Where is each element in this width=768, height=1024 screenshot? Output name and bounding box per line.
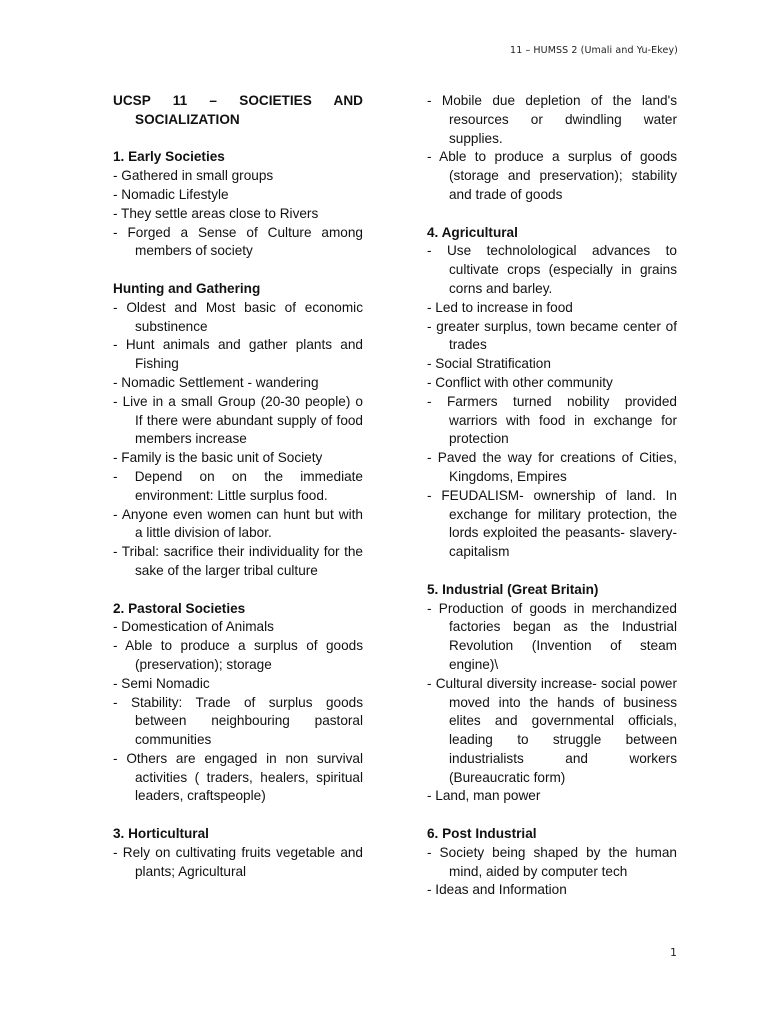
section	[113, 280, 363, 581]
list-item: - Mobile due depletion of the land's resources or dwindling water supplies.	[427, 93, 677, 146]
list-item: - Semi Nomadic	[113, 675, 210, 691]
list-item: - They settle areas close to Rivers	[113, 205, 319, 221]
section	[427, 92, 677, 205]
section-heading: 2. Pastoral Societies	[113, 600, 246, 616]
right-column	[427, 92, 677, 919]
list-item: - Nomadic Lifestyle	[113, 186, 229, 202]
left-column	[113, 92, 363, 900]
section	[427, 581, 677, 807]
document-title-continued: SOCIALIZATION	[135, 111, 240, 127]
list-item: - Family is the basic unit of Society	[113, 450, 323, 466]
bullet-list	[113, 618, 363, 806]
list-item: - Hunt animals and gather plants and Fishing	[113, 337, 363, 372]
list-item: - Rely on cultivating fruits vegetable and plants; Agricultural	[113, 844, 363, 879]
list-item: - Use technolological advances to cultivate crops (especially in grains corns and barley.	[427, 243, 677, 296]
list-item: - Paved the way for creations of Cities, Kingdoms, Empires	[427, 450, 677, 484]
section	[113, 600, 363, 807]
list-item: - Tribal: sacrifice their individuality for the sake of the larger tribal culture	[113, 544, 363, 578]
list-item: - Depend on on the immediate environment: Little surplus food.	[113, 468, 363, 503]
page-header: 11 – HUMSS 2 (Umali and Yu-Ekey)	[510, 45, 678, 56]
bullet-list	[113, 167, 363, 261]
section-heading: 6. Post Industrial	[427, 826, 537, 842]
list-item: - FEUDALISM- ownership of land. In exchange for military protection, the lords exploited the peasants- slavery-capitalism	[427, 487, 677, 560]
list-item: - Nomadic Settlement - wandering	[113, 374, 319, 390]
right-sections	[427, 92, 677, 900]
list-item: - Farmers turned nobility provided warriors with food in exchange for protection	[427, 393, 677, 447]
bullet-list	[427, 242, 677, 562]
section-heading: Hunting and Gathering	[113, 280, 261, 296]
list-item: - Ideas and Information	[427, 882, 567, 898]
list-item: - greater surplus, town became center of trades	[427, 318, 677, 353]
bullet-list	[427, 844, 677, 900]
left-sections	[113, 148, 363, 881]
bullet-list	[113, 844, 363, 882]
section	[427, 825, 677, 900]
list-item: - Conflict with other community	[427, 374, 613, 390]
list-item: - Social Stratification	[427, 356, 551, 372]
list-item: - Stability: Trade of surplus goods between neighbouring pastoral communities	[113, 694, 363, 748]
section	[113, 148, 363, 261]
section-heading: 3. Horticultural	[113, 826, 209, 842]
list-item: - Anyone even women can hunt but with a little division of labor.	[113, 506, 363, 541]
list-item: - Land, man power	[427, 788, 541, 804]
list-item: - Able to produce a surplus of goods (preservation); storage	[113, 638, 363, 672]
section-heading: 4. Agricultural	[427, 224, 518, 240]
page-number: 1	[670, 946, 677, 959]
section-heading: 5. Industrial (Great Britain)	[427, 581, 599, 597]
document-title: UCSP 11 – SOCIETIES AND	[113, 93, 363, 108]
list-item: - Domestication of Animals	[113, 619, 274, 635]
list-item: - Live in a small Group (20-30 people) o If there were abundant supply of food members increase	[113, 393, 363, 447]
list-item: - Others are engaged in non survival activities ( traders, healers, spiritual leaders, craftspeople)	[113, 750, 363, 804]
list-item: - Production of goods in merchandized factories began as the Industrial Revolution (Invention of steam engine)\	[427, 600, 677, 672]
list-item: - Able to produce a surplus of goods (storage and preservation); stability and trade of goods	[427, 149, 677, 202]
list-item: - Oldest and Most basic of economic substinence	[113, 299, 363, 334]
section-heading: 1. Early Societies	[113, 149, 225, 165]
list-item: - Cultural diversity increase- social power moved into the hands of business elites and governmental officials, leading to struggle between industrialists and workers (Bureaucratic form)	[427, 675, 677, 785]
section	[113, 825, 363, 881]
section	[427, 224, 677, 562]
list-item: - Society being shaped by the human mind, aided by computer tech	[427, 844, 677, 879]
list-item: - Forged a Sense of Culture among members of society	[113, 224, 363, 259]
list-item: - Gathered in small groups	[113, 168, 274, 184]
bullet-list	[427, 92, 677, 205]
bullet-list	[113, 299, 363, 581]
list-item: - Led to increase in food	[427, 299, 573, 315]
bullet-list	[427, 600, 677, 807]
